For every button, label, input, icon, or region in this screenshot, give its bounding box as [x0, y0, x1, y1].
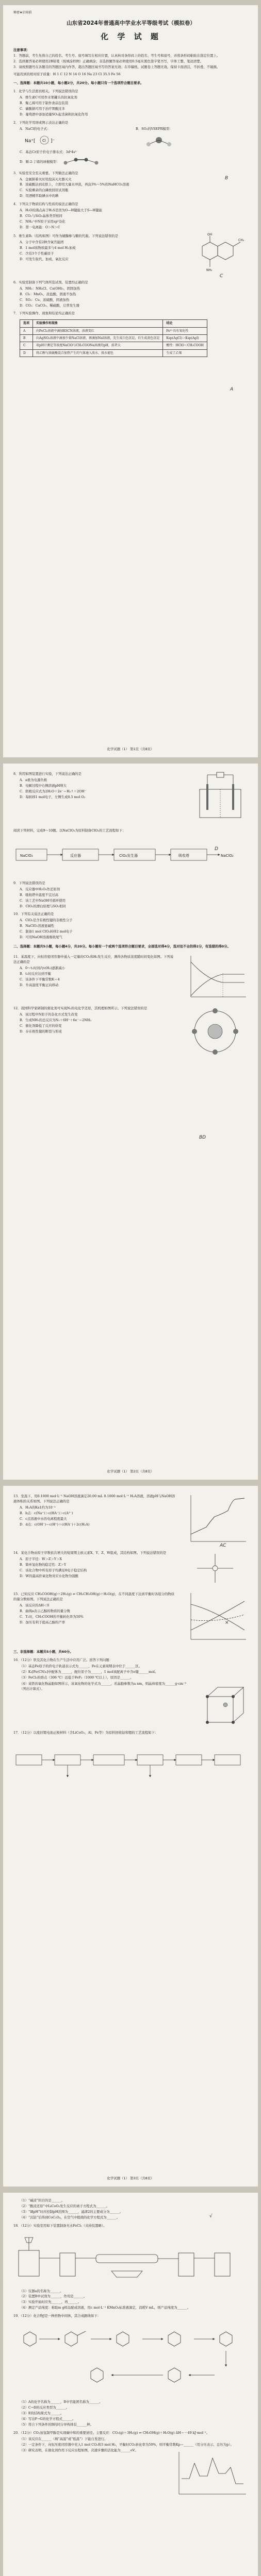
- q14-block: [13, 1548, 249, 1589]
- page-footer: 化学试题（1） 第1页（共8页）: [107, 747, 154, 752]
- option: A．H₂A的Ka1约为10⁻²: [20, 1505, 56, 1510]
- sub-question: （3）研究表明，在催化剂作用下反应历程如图，决速步骤的活化能为______eV。: [20, 2448, 138, 2453]
- option: A．原子半径：W＞Z＞Y＞X: [20, 1556, 62, 1561]
- table-row: [20, 327, 207, 334]
- option: [20, 156, 249, 168]
- sub-question: （1）该反应在______（填“高温”或“低温”）下能自发进行。: [20, 2436, 108, 2441]
- sub-question: （4）某铁的氧化物晶胞如图所示，该氧化物的化学式为______，若晶胞参数为a nm，则晶体密度为______g·cm⁻³（列出计算式）。: [20, 1681, 186, 1691]
- option: [136, 127, 249, 149]
- q15-text: [13, 1589, 176, 1646]
- option: D．可用NaOH溶液吸收尾气: [20, 935, 62, 940]
- sub-question: （2）装置B中试剂为______，作用是______。: [20, 2294, 87, 2299]
- option: D．第一电离能：O＞N＞C: [20, 225, 60, 229]
- svg-text:Na⁺[: Na⁺[: [25, 138, 36, 144]
- question-12: 12．我国科学家研制的催化剂可实现N₂的电化学还原，其机理如图所示。下列说法错误的是: [13, 1006, 148, 1010]
- sub-question: （2）“酸浸还原”中LiCoO₂发生反应的离子方程式为______。: [20, 2204, 110, 2208]
- option: A．NH₃：NH₄Cl、Ca(OH)₂，固固加热: [20, 286, 80, 291]
- sub-question: （1）仪器a的名称为______。: [20, 2289, 63, 2293]
- option-label: D．顺-2-丁烯的球棍模型：: [20, 159, 60, 164]
- table-cell: B: [20, 334, 33, 342]
- sub-question: （2）C→D的反应类型为______。: [20, 2405, 70, 2410]
- notice-item: 2．选择题答案必须使用2B铅笔（按填涂样例）正确填涂；非选择题答案必须使用0.5毫米黑色签字笔书写，字体工整、笔迹清楚。: [13, 59, 204, 63]
- flow-step: [16, 849, 47, 860]
- option: A．维生素C可用作水果罐头的抗氧化剂: [20, 95, 77, 100]
- q12-block: [13, 1003, 249, 1060]
- svg-text:]⁻: ]⁻: [51, 138, 55, 144]
- table-header: 选项: [20, 320, 33, 327]
- secret-label: 秘密★启用前: [13, 11, 32, 14]
- sub-question: （4）测定产品纯度：称取m g样品配成溶液，用c mol·L⁻¹ KMnO₄标准液滴定，消耗V mL，则产品纯度为______。: [20, 2306, 191, 2310]
- option: [20, 127, 133, 149]
- option: B．浓硫酸沾到皮肤上，立即用大量水冲洗，再涂3%～5%的NaHCO₃溶液: [20, 182, 129, 187]
- table-cell: D: [20, 349, 33, 357]
- handwritten-mark: √: [209, 2214, 213, 2219]
- notice-heading: 注意事项：: [13, 47, 30, 52]
- q15-block: [13, 1589, 249, 1646]
- option: C．阴极反应式为2H₂O＋2e⁻＝H₂↑＋2OH⁻: [20, 789, 87, 793]
- flow-step-label: 吸收塔: [178, 853, 189, 858]
- svg-text:CH₃: CH₃: [238, 238, 244, 242]
- concentration-time-figure: [182, 952, 249, 1003]
- question-18: 18．（12分）实验室用如下装置制备无水FeCl₂（夹持装置略）。: [13, 2223, 107, 2228]
- flow-step-label: 反应器: [70, 853, 81, 858]
- question-6: 6．实验室制备下列气体所选试剂、装置均正确的是: [13, 280, 88, 284]
- exam-page-3: [3, 1486, 258, 2187]
- q2-options-row: [20, 127, 249, 149]
- svg-text:Cl: Cl: [42, 138, 46, 143]
- page-footer: 化学试题（1） 第2页（共8页）: [107, 1469, 154, 1474]
- option: C．碳酸钠可用于治疗胃酸过多: [20, 107, 65, 111]
- option: A．金属钠着火时用泡沫灭火器灭火: [20, 177, 72, 181]
- option: A．a极为电源负极: [20, 777, 47, 782]
- option-label: A．NaCl的电子式：: [20, 126, 51, 131]
- sub-question: （3）E的结构简式为______。: [20, 2411, 64, 2415]
- question-16: 16．（12分）铁及其化合物在生产生活中应用广泛。回答下列问题：: [13, 1657, 112, 1662]
- option: B．生成NH₃的总反应为N₂＋6H⁺＋6e⁻＝2NH₃: [20, 1018, 91, 1022]
- option: B．t₁时反应达到平衡: [20, 971, 51, 976]
- mole-fraction-temperature-figure: [182, 1589, 249, 1646]
- handwritten-mark: C: [220, 274, 223, 279]
- table-header: 实验操作和现象: [33, 320, 163, 327]
- notice-item: 1．答题前，考生先将自己的姓名、考生号、座号填写在相应位置，认真核对条形码上的姓名、考生号和座号，并将条形码粘贴在指定位置上。: [13, 53, 220, 58]
- sub-question: （1）“碱浸”的目的是______。: [20, 2198, 65, 2202]
- flow-step-label: NaClO₂: [221, 853, 234, 858]
- option: D．每转移1 mol电子，左侧生成0.5 mol O₂: [20, 794, 86, 799]
- option: B．简单氢化物的稳定性：Z＞Y: [20, 1562, 67, 1567]
- question-17: 17．（12分）以废旧锂电池正极材料（含LiCoO₂、Al、Fe等）为原料回收钴和锂的工艺流程如下：: [13, 1730, 158, 1735]
- option: C．基态Cr原子价电子排布式：3d⁴4s²: [20, 149, 77, 154]
- table-cell: 将乙醇与浓硫酸混合加热产生的气体通入溴水，溴水褪色: [33, 349, 163, 357]
- option: D．加压有利于提高乙醇的产率: [20, 1620, 66, 1624]
- sub-question: （4）写出F→G的化学方程式______。: [20, 2416, 76, 2421]
- question-3: 3．实验室安全至关重要。下列做法正确的是: [13, 171, 78, 175]
- question-4: 4．下列关于物质结构与性质的说法正确的是: [13, 202, 78, 207]
- table-cell: 向FeCl₃溶液中滴加KSCN溶液，溶液变红: [33, 327, 163, 334]
- sub-question: （4）“沉钴”后得到CoC₂O₄，在空气中煅烧的化学方程式为______。: [20, 2215, 120, 2219]
- handwritten-mark: B: [225, 176, 229, 181]
- option: A．该反应的ΔH＜0: [20, 1603, 50, 1607]
- option: B．曲线a表示乙醇的物质的量分数: [20, 1608, 70, 1613]
- notice-item: 3．请按照题号在各题目的答题区域内作答，超出答题区域书写的答案无效；在草稿纸、试题卷上答题无效。保持卡面清洁，不折叠、不破损。: [13, 64, 220, 69]
- flow-step-label: NaClO₃: [20, 853, 33, 858]
- option: D．葡萄酒中添加适量SO₂起杀菌和抗氧化作用: [20, 112, 88, 117]
- table-cell: 用pH计测定等浓度NaClO与CH₃COONa溶液的pH，前者大: [33, 342, 163, 349]
- option: A．反应器中H₂O₂作还原剂: [20, 887, 60, 891]
- option: C．NH₄⁺中N原子采用sp³杂化: [20, 219, 66, 224]
- table-cell: 向AgNO₃溶液中滴加少量NaCl溶液，再滴加NaI溶液，先生成白色沉淀，后生成黄色沉淀: [33, 334, 163, 342]
- option-label: B．SO₂的VSEPR模型：: [136, 126, 173, 131]
- sub-question: （3）实验开始时应先______，再______。: [20, 2300, 81, 2304]
- compound-structure-figure: [182, 1548, 249, 1589]
- exam-page-1: [3, 5, 258, 757]
- option: A．ClO₂是含有极性键的非极性分子: [20, 918, 73, 923]
- option: D．用酒精萃取碘水中的碘: [20, 194, 59, 198]
- option: A．分子中含有2种含氧官能团: [20, 240, 64, 244]
- option: D．d点：c(OH⁻)＝c(H⁺)＋c(HA⁻)＋2c(H₂A): [20, 1522, 90, 1527]
- sub-question: （1）基态Fe原子的价电子轨道表示式为______，Fe在元素周期表中位于______区。: [20, 1664, 142, 1668]
- sub-question: （2）一定条件下，向恒压密闭容器中充入1 mol CO₂和3 mol H₂，平衡时CO₂转化率为50%，则平衡常数Kp＝______（用分压表示，总压为p）。: [20, 2442, 234, 2447]
- question-19: 19．（12分）化合物J是一种药物中间体，其合成路线如下：: [13, 2314, 101, 2318]
- q8-text: [13, 769, 187, 825]
- experiment-table: [20, 319, 207, 357]
- table-row: [20, 334, 207, 342]
- recycling-flow-figure: [13, 1737, 246, 1783]
- process-flow-figure: [13, 835, 246, 876]
- option: B．b点：c(Na⁺)＞c(HA⁻)＞c(A²⁻): [20, 1511, 73, 1515]
- crystal-cell-figure: [197, 1681, 249, 1727]
- option: B．CO₂与SiO₂晶体类型相同: [20, 214, 62, 218]
- option: C．该工艺中NaOH可循环使用: [20, 898, 66, 903]
- handwritten-mark: BD: [199, 1135, 206, 1140]
- subject-title: 化 学 试 题: [101, 31, 161, 41]
- option: C．T₁时，CH₃COOH的平衡转化率为50%: [20, 1614, 84, 1619]
- section-heading: 一、选择题：本题共10小题，每小题2分，共20分。每小题只有一个选项符合题目要求。: [13, 81, 144, 86]
- table-row: [20, 342, 207, 349]
- q14-text: [13, 1548, 176, 1589]
- option: A．该过程中N原子的杂化方式发生改变: [20, 1012, 78, 1016]
- table-cell: 生成了乙烯: [163, 349, 207, 357]
- handwritten-mark: A: [230, 387, 234, 392]
- option: D．存在极性键的断裂与形成: [20, 1029, 62, 1033]
- option: D．CO₂：CaCO₃、稀硫酸，启普发生器: [20, 303, 79, 308]
- q9-10-intro: 阅读下列材料，完成9～10题。以NaClO₃为原料制备ClO₂的工艺流程如下：: [13, 828, 126, 833]
- exam-title: 山东省2024年普通高中学业水平等级考试（模拟卷）: [67, 20, 195, 27]
- handwritten-mark: D: [215, 846, 218, 852]
- page-footer: 化学试题（1） 第3页（共8页）: [107, 2176, 154, 2181]
- option: D．ClO₂的漂白原理与SO₂相同: [20, 904, 66, 908]
- q12-text: [13, 1003, 176, 1060]
- question-9: 9．下列说法错误的是: [13, 880, 45, 885]
- table-cell: C: [20, 342, 33, 349]
- section-heading: 三、非选择题：本题共5小题，共60分。: [13, 1650, 73, 1654]
- option: B．聚乙烯可用于制作食品包装袋: [20, 101, 69, 106]
- question-1: 1．化学与生活密切相关。下列说法错误的是: [13, 89, 78, 94]
- question-14: 14．某化合物由原子序数依次增大的短周期主族元素X、Y、Z、W组成，其结构如图。下列说法错误的是: [13, 1551, 167, 1555]
- notice-block: [13, 48, 249, 70]
- q13-block: [13, 1491, 249, 1548]
- table-row: [20, 349, 207, 357]
- synthesis-route-figure: [13, 2320, 246, 2397]
- question-5: 5．维生素B₁（结构如图）可作为辅酶参与糖的代谢。下列说法错误的是: [13, 233, 119, 238]
- energy-profile-figure: [171, 2448, 249, 2499]
- q11-block: [13, 952, 249, 1003]
- option: D．W的最高价氧化物对应水化物为强酸: [20, 1573, 78, 1578]
- table-cell: A: [20, 327, 33, 334]
- svg-text:NH₂: NH₂: [206, 268, 213, 272]
- table-header: 结论: [163, 320, 207, 327]
- question-13: 13．室温下，用0.1000 mol·L⁻¹ NaOH溶液滴定20.00 mL 0.1000 mol·L⁻¹ H₂A溶液，溶液pH与NaOH溶液体积的关系如图。下列说法正确的是: [13, 1494, 175, 1503]
- table-cell: 酸性：HClO＜CH₃COOH: [163, 342, 207, 349]
- question-20: 20．（12分）CO₂加氢制甲醇是实现碳中和的重要途径。主要反应：CO₂(g)＋3H₂(g) ⇌ CH₃OH(g)＋H₂O(g) ΔH＝－49 kJ·mol⁻¹。: [13, 2430, 210, 2435]
- option: C．实验剩余的白磷放回原试剂瓶: [20, 188, 69, 193]
- question-7: 7．下列实验操作、现象和结论均正确的是: [13, 311, 75, 316]
- option: B．吸收塔中温度不宜过高: [20, 892, 58, 897]
- molecule-structure-figure: [187, 231, 249, 277]
- option: B．电解过程中右侧溶液pH增大: [20, 783, 67, 788]
- q13-text: [13, 1491, 176, 1548]
- structure-figure: [60, 156, 102, 168]
- flow-step: [171, 849, 207, 860]
- sub-question: （3）“调pH”时应控制pH范围为______，滤渣2的主要成分为______。: [20, 2209, 123, 2214]
- question-11: 11．某温度下，向恒容密闭容器中通入一定量的CO₂和H₂发生反应，测得各物质浓度随时间变化如图。下列说法正确的是: [13, 954, 174, 964]
- q11-text: [13, 952, 176, 1003]
- sub-question: （3）FeCl₃的熔点（306 ℃）远低于FeF₃（1000 ℃以上），原因是______。: [20, 1675, 134, 1680]
- structure-figure: [136, 132, 182, 147]
- option: B．1 mol该物质最多与4 mol H₂加成: [20, 245, 76, 250]
- q8-block: [13, 769, 249, 825]
- question-15: 15．已知反应 CH₃COOH(g)＋2H₂(g) ⇌ CH₃CH₂OH(g)＋H₂O(g)，在不同温度下达到平衡时各组分的物质的量分数如图。下列说法正确的是: [13, 1592, 175, 1601]
- flow-step: [62, 849, 99, 860]
- atomic-mass-line: 可能用到的相对原子质量：H 1 C 12 N 14 O 16 Na 23 Cl 35.5 Fe 56: [13, 72, 121, 76]
- option: D．可发生取代、加成、氧化反应: [20, 257, 69, 261]
- q20-3-block: [13, 2448, 249, 2499]
- option: C．SO₂：Cu、浓硫酸，固液加热: [20, 297, 70, 302]
- titration-curve-figure: [182, 1491, 249, 1548]
- option: A．H₂O的沸点高于H₂S是因为O—H键能大于S—H键能: [20, 208, 102, 213]
- sub-question: （5）符合下列条件的B的同分异构体有______种。: [20, 2422, 93, 2427]
- q5-block: [13, 231, 249, 277]
- option: C．含有3个手性碳原子: [20, 251, 54, 256]
- option: C．该化合物中所有原子均满足8电子稳定结构: [20, 1568, 87, 1572]
- section-heading: 二、选择题：本题共5小题，每小题4分，共20分。每小题有一个或两个选项符合题目要求，全部选对得4分，选对但不全的得2分，有选错的得0分。: [13, 944, 231, 949]
- question-8: 8．利用如图装置进行实验，下列说法正确的是: [13, 772, 81, 776]
- flow-step-label: ClO₂发生器: [119, 853, 138, 858]
- handwritten-mark: ×: [225, 1620, 229, 1625]
- table-cell: Fe³⁺具有氧化性: [163, 327, 207, 334]
- option: B．Cl₂：MnO₂、浓盐酸，固液不加热: [20, 292, 76, 296]
- sub-question: （2）K₃[Fe(CN)₆]中配体为______，配位原子为______，1 mol该配离子中含σ键______mol。: [20, 1669, 158, 1674]
- exam-page-4: [3, 2193, 258, 2576]
- option: C．催化剂降低了反应的焓变: [20, 1023, 62, 1028]
- option: D．升高温度平衡正向移动: [20, 982, 59, 987]
- option: C．制备1 mol ClO₂转移2 mol电子: [20, 929, 73, 934]
- handwritten-mark: AC: [220, 1543, 226, 1548]
- q16-4-block: [13, 1681, 249, 1727]
- exam-page-2: [3, 764, 258, 1480]
- structure-figure: [20, 132, 66, 147]
- flow-step: [114, 849, 155, 860]
- option: C．c点溶液中水的电离程度最大: [20, 1516, 67, 1521]
- catalytic-mechanism-figure: [182, 1003, 249, 1060]
- option: B．NaClO₂溶液显碱性: [20, 924, 55, 928]
- table-cell: Ksp(AgCl)＞Ksp(AgI): [163, 334, 207, 342]
- svg-text:OH: OH: [207, 232, 213, 236]
- question-2: 2．下列化学用语或图示表达正确的是: [13, 120, 69, 125]
- table-header-row: [20, 320, 207, 327]
- option: A．0～t₁时间内v(H₂)逐渐减小: [20, 965, 66, 970]
- question-10: 10．下列有关说法正确的是: [13, 912, 54, 917]
- option: C．该条件下平衡常数K＝4: [20, 977, 60, 981]
- electrolysis-apparatus-figure: [192, 769, 249, 825]
- apparatus-figure: [13, 2230, 246, 2286]
- sub-question: （1）A的化学名称为______，B中官能团名称为______。: [20, 2400, 103, 2404]
- q5-text: [13, 231, 182, 277]
